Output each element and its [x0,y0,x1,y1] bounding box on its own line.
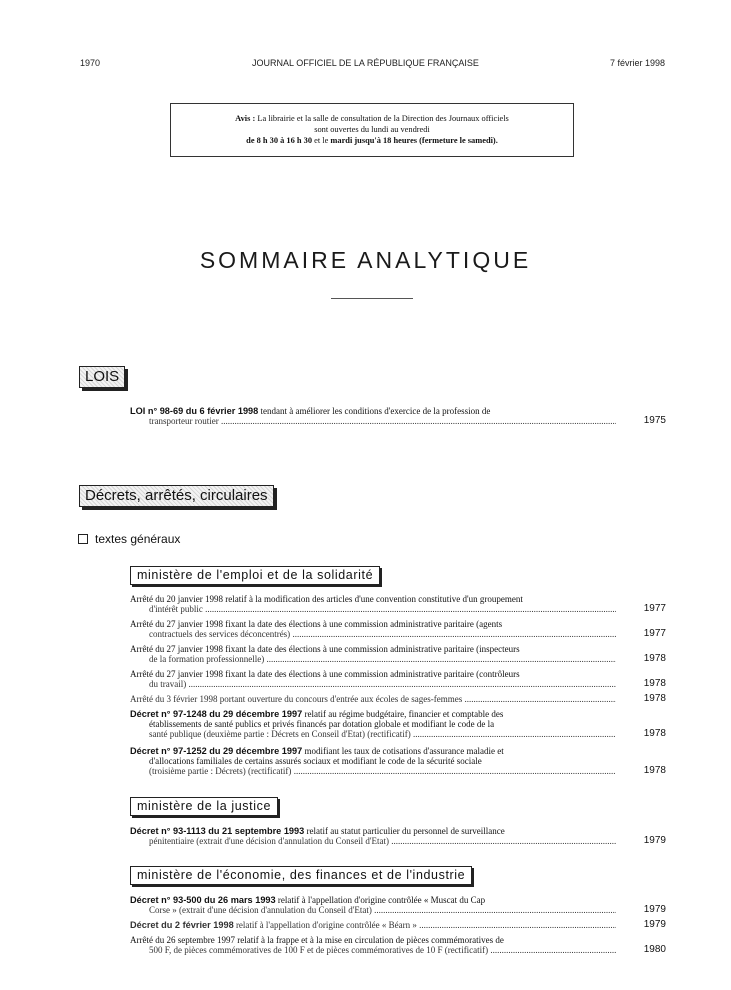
page-number: 1970 [80,58,101,68]
entry-continuation: du travail) [149,679,187,689]
entry-text: Arrêté du 20 janvier 1998 relatif à la modification des articles d'une convention constitutive d'un groupement [130,594,523,604]
ministry-justice-heading: ministère de la justice [130,797,278,816]
page-title: SOMMAIRE ANALYTIQUE [199,247,532,273]
entry-middle: établissements de santé publics et privés financés par dotation globale et modifiant le code de la [149,719,495,729]
entry-page: 1978 [643,765,666,776]
notice-box [170,103,574,157]
entry-continuation: Corse » (extrait d'une décision d'annulation du Conseil d'Etat) [149,905,372,915]
entry-page: 1979 [643,835,666,846]
checkbox-square-icon [78,534,88,544]
entry-page: 1977 [643,628,666,639]
entry-page: 1978 [643,653,666,664]
ministry-entry [130,619,666,639]
entry-page: 1980 [643,944,666,955]
entry-page: 1977 [643,603,666,614]
notice-tuesday: mardi jusqu'à 18 heures (fermeture le samedi). [330,136,498,145]
entry-text: Arrêté du 27 janvier 1998 fixant la date des élections à une commission administrative paritaire (inspecteurs [130,644,520,654]
entry-page: 1975 [643,415,666,426]
entry-text: relatif au régime budgétaire, financier et comptable des [304,709,504,719]
entry-text: Arrêté du 27 janvier 1998 fixant la date des élections à une commission administrative paritaire (agents [130,619,503,629]
entry-continuation: (troisième partie : Décrets) (rectificatif) [149,766,292,776]
entry-bold: Décret du 2 février 1998 [130,920,234,930]
subheading-textes-generaux [78,532,180,546]
ministry-emploi-heading: ministère de l'emploi et de la solidarité [130,566,380,585]
entry-page: 1978 [643,728,666,739]
notice-line-1: La librairie et la salle de consultation de la Direction des Journaux officiels [257,114,509,123]
entry-middle: d'allocations familiales de certains assurés sociaux et modifiant le code de la sécurité sociale [149,756,482,766]
entry-continuation: de la formation professionnelle) [149,654,265,664]
entry-continuation: Arrêté du 3 février 1998 portant ouverture du concours d'entrée aux écoles de sages-femmes [130,694,463,704]
entry-continuation: d'intérêt public [149,604,203,614]
ministry-entry [130,826,666,846]
lois-entry [130,406,666,426]
notice-hours: de 8 h 30 à 16 h 30 [246,136,313,145]
entry-text: Arrêté du 26 septembre 1997 relatif à la frappe et à la mise en circulation de pièces commémoratives de [130,935,504,945]
title-divider [331,298,413,299]
notice-line-2: sont ouvertes du lundi au vendredi [314,125,430,134]
entry-continuation: 500 F, de pièces commémoratives de 100 F et de pièces commémoratives de 10 F (rectificatif) [149,945,489,955]
entry-continuation: santé publique (deuxième partie : Décrets en Conseil d'Etat) (rectificatif) [149,729,411,739]
entry-bold: Décret n° 93-500 du 26 mars 1993 [130,895,276,905]
ministry-economie-heading: ministère de l'économie, des finances et de l'industrie [130,866,472,885]
journal-title: JOURNAL OFFICIEL DE LA RÉPUBLIQUE FRANÇAISE [252,58,479,68]
ministry-entry [130,895,666,915]
entry-text: relatif à l'appellation d'origine contrôlée « Muscat du Cap [277,895,486,905]
section-decrets-label: Décrets, arrêtés, circulaires [79,485,274,507]
entry-bold: Décret n° 93-1113 du 21 septembre 1993 [130,826,305,836]
entry-text: modifiant les taux de cotisations d'assurance maladie et [304,746,504,756]
entry-bold: Décret n° 97-1248 du 29 décembre 1997 [130,709,303,719]
ministry-entry [130,709,666,739]
section-lois-label: LOIS [79,366,125,388]
entry-bold: LOI n° 98-69 du 6 février 1998 [130,406,259,416]
entry-page: 1979 [643,919,666,930]
entry-page: 1978 [643,678,666,689]
entry-continuation: contractuels des services déconcentrés) [149,629,291,639]
ministry-entry [130,935,666,955]
entry-continuation: transporteur routier [149,416,219,426]
notice-label: Avis : [235,114,256,123]
entry-page: 1978 [643,693,666,704]
ministry-entry [130,746,666,776]
issue-date: 7 février 1998 [609,58,665,68]
ministry-entry [130,594,666,614]
ministry-entry [130,694,666,704]
entry-continuation: pénitentiaire (extrait d'une décision d'annulation du Conseil d'Etat) [149,836,390,846]
entry-continuation: relatif à l'appellation d'origine contrôlée « Béarn » [235,920,417,930]
ministry-entry [130,920,666,930]
entry-text: Arrêté du 27 janvier 1998 fixant la date des élections à une commission administrative paritaire (contrôleurs [130,669,520,679]
entry-text: tendant à améliorer les conditions d'exercice de la profession de [260,406,491,416]
entry-bold: Décret n° 97-1252 du 29 décembre 1997 [130,746,303,756]
notice-and: et le [314,136,329,145]
ministry-entry [130,669,666,689]
entry-text: relatif au statut particulier du personnel de surveillance [306,826,505,836]
subheading-label: textes généraux [95,532,181,546]
entry-page: 1979 [643,904,666,915]
ministry-entry [130,644,666,664]
